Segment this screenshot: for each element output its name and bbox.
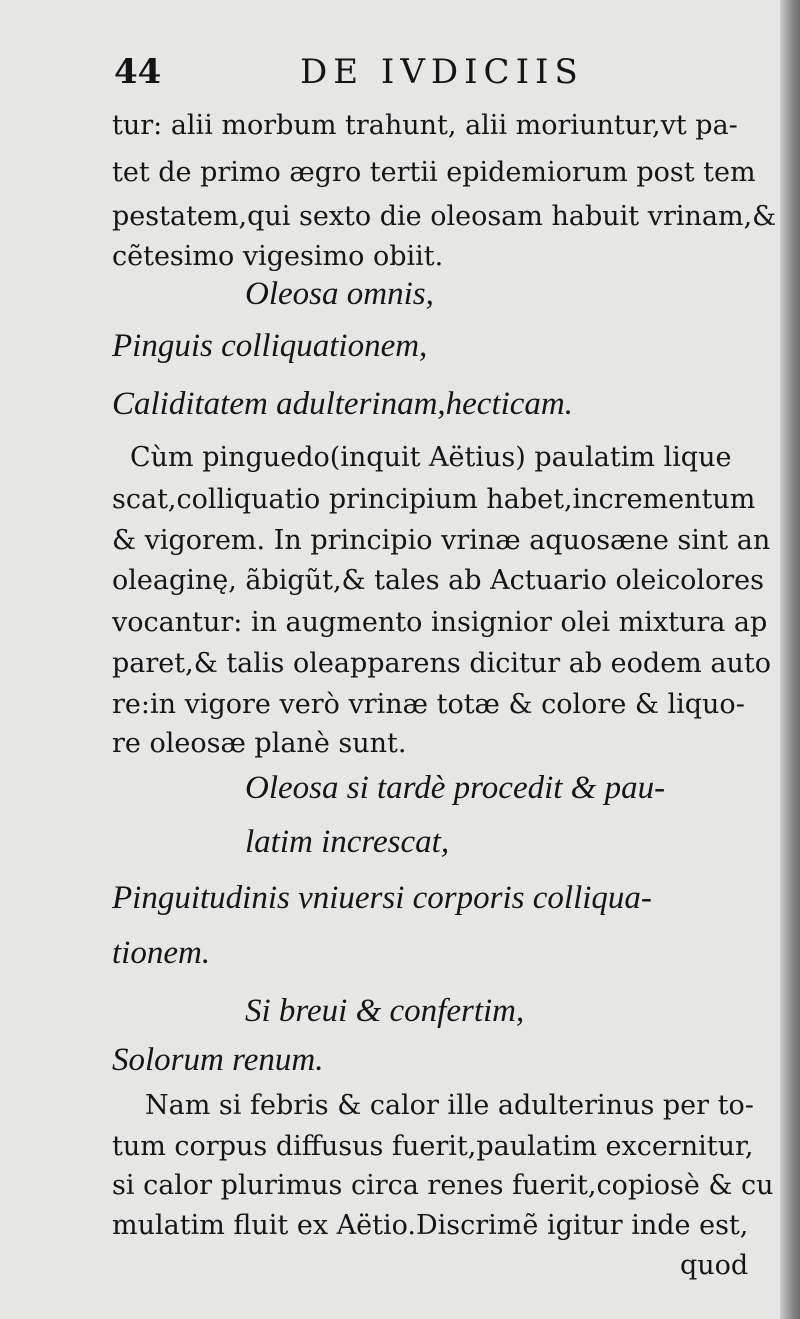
page-header [114, 52, 614, 92]
italic-heading: Si breui & confertim, [245, 993, 525, 1029]
catchword: quod [680, 1250, 749, 1281]
text-line: Nam si febris & calor ille adulterinus per to- [145, 1090, 754, 1121]
italic-heading: Pinguitudinis vniuersi corporis colliqua- [112, 880, 652, 916]
italic-heading: Pinguis colliquationem, [112, 328, 428, 364]
italic-heading: latim increscat, [245, 824, 450, 860]
text-line: mulatim fluit ex Aëtio.Discrimẽ igitur inde est, [112, 1210, 749, 1241]
running-title: DE IVDICIIS [300, 52, 584, 92]
text-line: tur: alii morbum trahunt, alii moriuntur,vt pa- [112, 110, 738, 141]
text-line: si calor plurimus circa renes fuerit,copiosè & cu [112, 1170, 774, 1201]
text-line: re oleosæ planè sunt. [112, 728, 407, 759]
page-edge-shadow [780, 0, 800, 1319]
text-line: tet de primo ægro tertii epidemiorum post tem [112, 157, 756, 188]
italic-heading: Solorum renum. [112, 1042, 324, 1078]
text-line: scat,colliquatio principium habet,incrementum [112, 484, 756, 515]
italic-heading: Oleosa omnis, [245, 276, 434, 312]
text-line: paret,& talis oleapparens dicitur ab eodem auto [112, 648, 771, 679]
text-line: pestatem,qui sexto die oleosam habuit vrinam,& [112, 201, 777, 232]
italic-heading: Caliditatem adulterinam,hecticam. [112, 386, 574, 422]
text-line: tum corpus diffusus fuerit,paulatim excernitur, [112, 1131, 754, 1162]
page-number: 44 [114, 52, 162, 92]
text-line: vocantur: in augmento insignior olei mixtura ap [112, 607, 768, 638]
text-line: re:in vigore verò vrinæ totæ & colore & liquo- [112, 689, 745, 720]
text-line: Cùm pinguedo(inquit Aëtius) paulatim lique [130, 442, 732, 473]
text-line: cẽtesimo vigesimo obiit. [112, 241, 444, 272]
italic-heading: tionem. [112, 935, 211, 971]
text-line: oleaginę, ãbigũt,& tales ab Actuario oleicolores [112, 565, 764, 596]
text-line: & vigorem. In principio vrinæ aquosæne sint an [112, 525, 771, 556]
italic-heading: Oleosa si tardè procedit & pau- [245, 770, 666, 806]
